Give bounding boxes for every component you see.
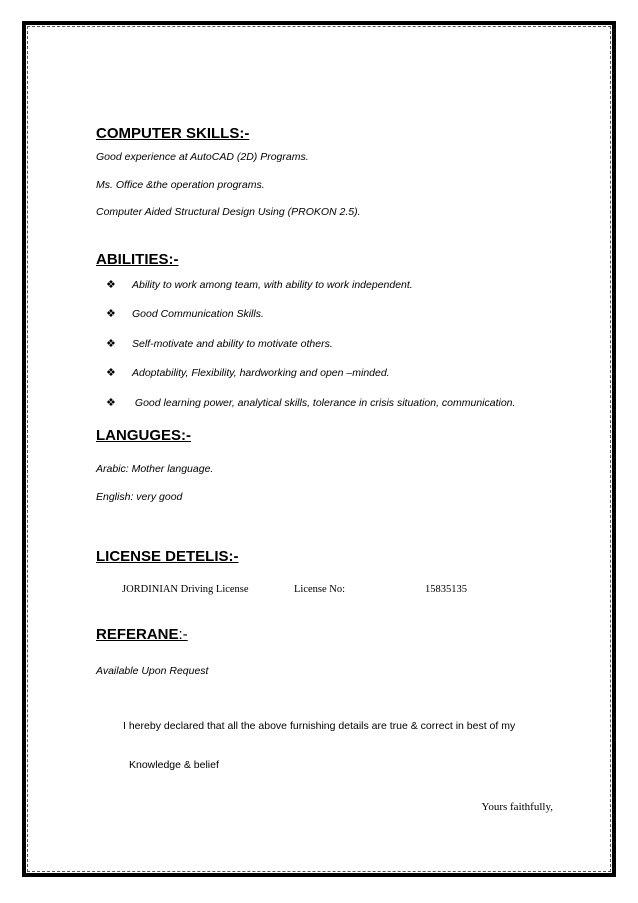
license-type: JORDINIAN Driving License — [122, 584, 249, 595]
ability-item — [106, 396, 515, 409]
ability-item — [106, 366, 390, 379]
ability-text: Self-motivate and ability to motivate others. — [132, 338, 333, 350]
ability-text: Ability to work among team, with ability to work independent. — [132, 279, 413, 291]
ability-text: Good learning power, analytical skills, tolerance in crisis situation, communication. — [132, 397, 516, 409]
reference-title-suffix: :- — [178, 626, 188, 643]
computer-skill-line: Good experience at AutoCAD (2D) Programs. — [96, 151, 309, 163]
closing-signoff: Yours faithfully, — [481, 801, 553, 813]
diamond-bullet-icon: ❖ — [106, 308, 116, 320]
language-line: English: very good — [96, 491, 183, 503]
section-heading-languages: LANGUGES:- — [96, 427, 191, 444]
license-number: 15835135 — [425, 584, 467, 595]
section-heading-reference — [96, 626, 188, 643]
ability-text: Adoptability, Flexibility, hardworking and open –minded. — [132, 367, 390, 379]
ability-item — [106, 278, 413, 291]
computer-skill-line: Computer Aided Structural Design Using (PROKON 2.5). — [96, 206, 361, 218]
diamond-bullet-icon: ❖ — [106, 397, 116, 409]
reference-text: Available Upon Request — [96, 665, 209, 677]
declaration-line: Knowledge & belief — [129, 759, 219, 771]
ability-item — [106, 337, 333, 350]
ability-text: Good Communication Skills. — [132, 308, 264, 320]
section-heading-license: LICENSE DETELIS:- — [96, 548, 239, 565]
diamond-bullet-icon: ❖ — [106, 279, 116, 291]
declaration-line: I hereby declared that all the above furnishing details are true & correct in best of my — [123, 720, 516, 732]
diamond-bullet-icon: ❖ — [106, 338, 116, 350]
license-number-label: License No: — [294, 584, 346, 595]
computer-skill-line: Ms. Office &the operation programs. — [96, 179, 265, 191]
diamond-bullet-icon: ❖ — [106, 367, 116, 379]
language-line: Arabic: Mother language. — [96, 463, 214, 475]
reference-title: REFERANE — [96, 626, 179, 643]
section-heading-computer-skills: COMPUTER SKILLS:- — [96, 125, 250, 142]
section-heading-abilities: ABILITIES:- — [96, 251, 179, 268]
ability-item — [106, 307, 264, 320]
